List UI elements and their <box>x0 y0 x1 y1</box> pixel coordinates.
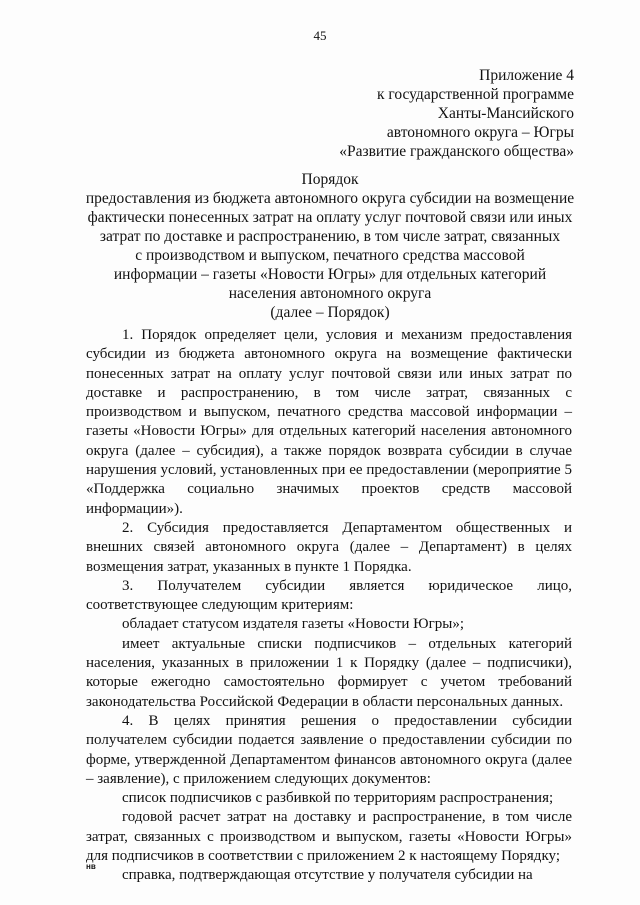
title-line: (далее – Порядок) <box>270 304 390 321</box>
document-body <box>86 326 572 886</box>
title-heading: Порядок <box>301 171 359 188</box>
document-title <box>76 170 584 322</box>
document-list-item: справка, подтверждающая отсутствие у получателя субсидии на <box>122 867 533 884</box>
title-line: населения автономного округа <box>228 285 432 302</box>
footer-mark: нв <box>86 862 96 871</box>
criteria-item: обладает статусом издателя газеты «Новости Югры»; <box>122 616 464 633</box>
appendix-line: автономного округа – Югры <box>386 124 574 141</box>
title-line: с производством и выпуском, печатного средства массовой <box>135 247 525 264</box>
document-list-item: список подписчиков с разбивкой по территориям распространения; <box>122 790 554 807</box>
paragraph-1: 1. Порядок определяет цели, условия и механизм предоставления субсидии из бюджета автономного округа на возмещение фактически понесенных затрат на оплату услуг почтовой связи или иных затрат по доставке и распространению, в том числе затрат, связанных с производством и выпуском, печатного средства массовой информации – газеты «Новости Югры» для отдельных категорий населения автономного округа (далее – субсидия), а также порядок возврата субсидии в случае нарушения условий, установленных при ее предоставлении (мероприятие 5 «Поддержка социально значимых проектов средств массовой информации»). <box>86 327 572 517</box>
appendix-line: к государственной программе <box>376 86 574 103</box>
title-line: предоставления из бюджета автономного округа субсидии на возмещение <box>85 190 575 207</box>
paragraph-4: 4. В целях принятия решения о предоставлении субсидии получателем субсидии подается заявление о предоставлении субсидии по форме, утвержденной Департаментом финансов автономного округа (далее – заявление), с приложением следующих документов: <box>86 712 572 787</box>
appendix-header <box>339 66 574 161</box>
paragraph-3: 3. Получателем субсидии является юридическое лицо, соответствующее следующим критериям: <box>86 577 572 614</box>
title-line: информации – газеты «Новости Югры» для отдельных категорий <box>113 266 547 283</box>
page-number: 45 <box>313 28 327 43</box>
title-line: фактически понесенных затрат на оплату услуг почтовой связи или иных <box>87 209 573 226</box>
appendix-line: «Развитие гражданского общества» <box>339 143 574 160</box>
document-list-item: годовой расчет затрат на доставку и распространение, в том числе затрат, связанных с производством и выпуском, газеты «Новости Югры» для подписчиков в соответствии с приложением 2 к настоящему Порядку; <box>86 809 572 865</box>
appendix-line: Ханты-Мансийского <box>437 105 574 122</box>
paragraph-2: 2. Субсидия предоставляется Департаментом общественных и внешних связей автономного округа (далее – Департамент) в целях возмещения затрат, указанных в пункте 1 Порядка. <box>86 519 572 575</box>
appendix-line: Приложение 4 <box>479 67 574 84</box>
title-line: затрат по доставке и распространению, в том числе затрат, связанных <box>99 228 561 245</box>
criteria-item: имеет актуальные списки подписчиков – отдельных категорий населения, указанных в приложении 1 к Порядку (далее – подписчики), которые ежегодно самостоятельно формирует с учетом требований законодательства Российской Федерации в области персональных данных. <box>86 635 572 710</box>
